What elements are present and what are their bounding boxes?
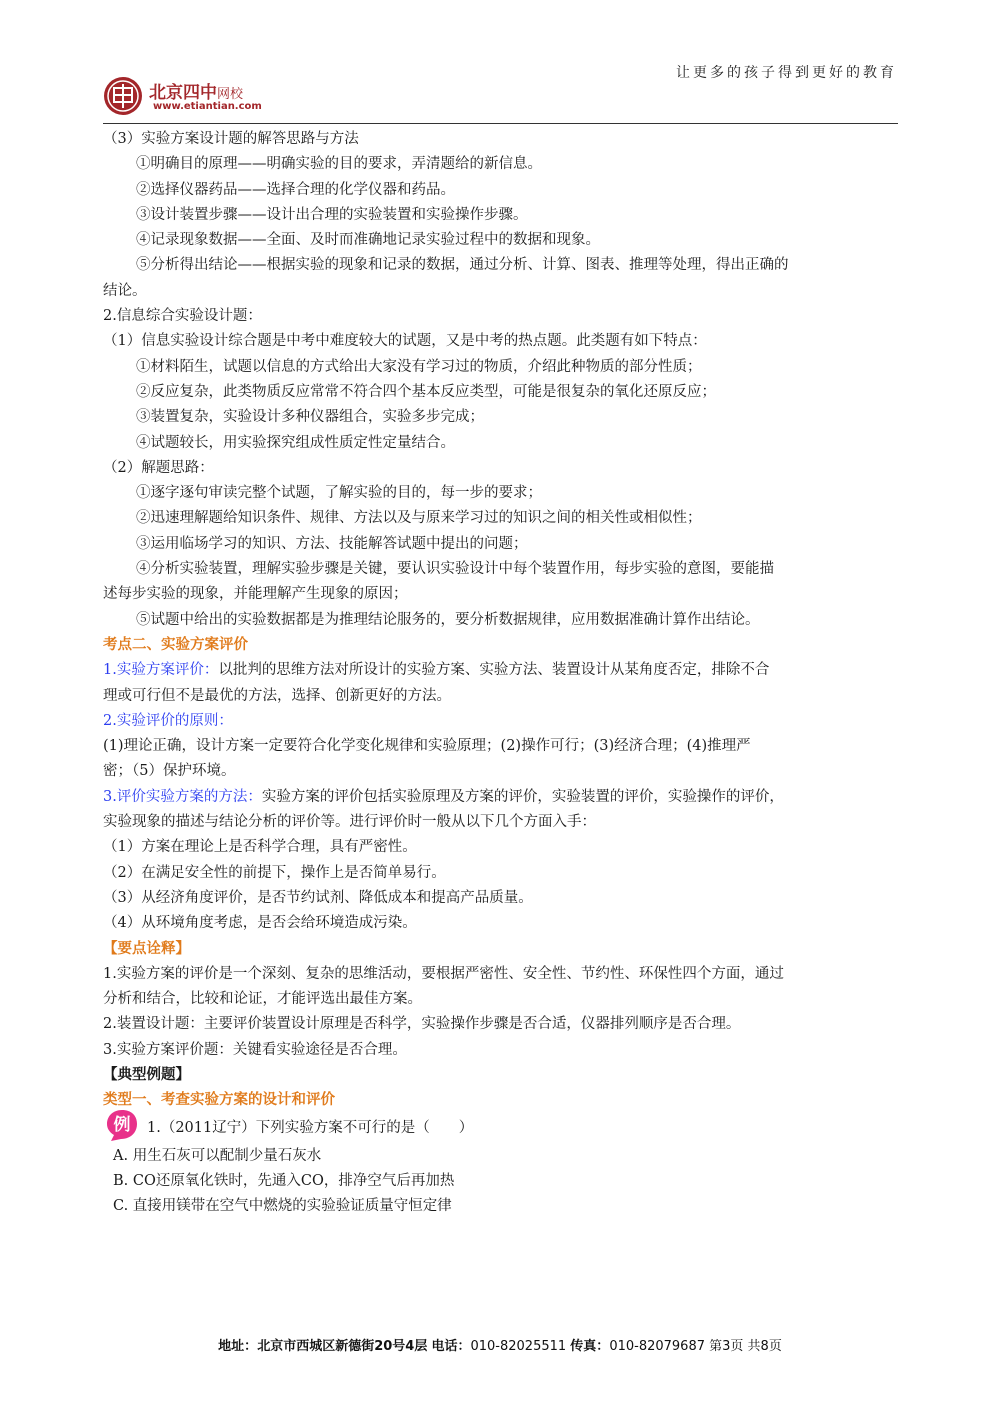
paragraph bbox=[103, 785, 903, 810]
answer-option: A. 用生石灰可以配制少量石灰水 bbox=[113, 1147, 322, 1164]
paragraph: 1.实验方案的评价是一个深刻、复杂的思维活动，要根据严密性、安全性、节约性、环保性四个方面，通过 bbox=[103, 965, 784, 982]
address-label: 地址： bbox=[218, 1339, 258, 1354]
header-slogan: 让更多的孩子得到更好的教育 bbox=[676, 65, 897, 81]
logo-emblem-icon bbox=[103, 76, 143, 116]
list-item: ④分析实验装置，理解实验步骤是关键，要认识实验设计中每个装置作用，每步实验的意图，要能描 bbox=[136, 561, 774, 578]
document-body bbox=[103, 127, 903, 1219]
term-label: 1.实验方案评价： bbox=[103, 662, 219, 679]
list-item: ②反应复杂，此类物质反应常常不符合四个基本反应类型，可能是很复杂的氧化还原反应； bbox=[136, 383, 716, 400]
paragraph-continuation: 实验现象的描述与结论分析的评价等。进行评价时一般从以下几个方面入手： bbox=[103, 814, 596, 831]
page-footer bbox=[0, 1335, 1000, 1354]
list-item: ③运用临场学习的知识、方法、技能解答试题中提出的问题； bbox=[136, 535, 528, 552]
answer-option: C. 直接用镁带在空气中燃烧的实验验证质量守恒定律 bbox=[113, 1198, 452, 1215]
header-divider bbox=[103, 123, 898, 124]
list-item: （1）方案在理论上是否科学合理，具有严密性。 bbox=[103, 839, 417, 856]
list-item: （4）从环境角度考虑，是否会给环境造成污染。 bbox=[103, 915, 417, 932]
fax-value: 010-82079687 bbox=[609, 1339, 705, 1354]
paragraph-continuation: 密；（5）保护环境。 bbox=[103, 763, 236, 780]
list-item-continuation: 结论。 bbox=[103, 282, 147, 299]
page-header bbox=[0, 0, 1000, 130]
examples-title: 【典型例题】 bbox=[103, 1066, 190, 1083]
paragraph: (1)理论正确，设计方案一定要符合化学变化规律和实验原理；(2)操作可行；(3)经济合理；(4)推理严 bbox=[103, 738, 751, 755]
paragraph-text: 以批判的思维方法对所设计的实验方案、实验方法、装置设计从某角度否定，排除不合 bbox=[218, 662, 770, 679]
phone-label: 电话： bbox=[431, 1339, 471, 1354]
list-item: ③装置复杂，实验设计多种仪器组合，实验多步完成； bbox=[136, 409, 484, 426]
term-label: 3.评价实验方案的方法： bbox=[103, 788, 262, 805]
example-badge-char: 例 bbox=[113, 1114, 131, 1135]
subsection-heading: （1）信息实验设计综合题是中考中难度较大的试题，又是中考的热点题。此类题有如下特点： bbox=[103, 333, 707, 350]
paragraph-continuation: 分析和结合，比较和论证，才能评选出最佳方案。 bbox=[103, 991, 422, 1008]
section-heading: 2.信息综合实验设计题： bbox=[103, 308, 262, 325]
list-item: ②选择仪器药品——选择合理的化学仪器和药品。 bbox=[136, 181, 455, 198]
key-points-title: 【要点诠释】 bbox=[103, 940, 190, 957]
logo-suffix: 网校 bbox=[217, 87, 244, 102]
list-item: ①材料陌生，试题以信息的方式给出大家没有学习过的物质，介绍此种物质的部分性质； bbox=[136, 358, 702, 375]
list-item: ⑤试题中给出的实验数据都是为推理结论服务的，要分析数据规律，应用数据准确计算作出结论。 bbox=[136, 611, 760, 628]
logo-url: www.etiantian.com bbox=[153, 101, 262, 112]
phone-value: 010-82025511 bbox=[470, 1339, 567, 1354]
paragraph-continuation: 理或可行但不是最优的方法，选择、创新更好的方法。 bbox=[103, 687, 451, 704]
topic-title: 考点二、实验方案评价 bbox=[103, 636, 248, 653]
paragraph-text: 实验方案的评价包括实验原理及方案的评价，实验装置的评价，实验操作的评价， bbox=[261, 788, 784, 805]
page-total: 共8页 bbox=[747, 1339, 782, 1354]
list-item: ③设计装置步骤——设计出合理的实验装置和实验操作步骤。 bbox=[136, 206, 528, 223]
logo-name: 北京四中 bbox=[149, 83, 217, 103]
section-heading: （3）实验方案设计题的解答思路与方法 bbox=[103, 131, 359, 147]
fax-label: 传真： bbox=[570, 1339, 610, 1354]
list-item: ②迅速理解题给知识条件、规律、方法以及与原来学习过的知识之间的相关性或相似性； bbox=[136, 510, 702, 527]
subsection-heading: （2）解题思路： bbox=[103, 459, 214, 476]
address-value: 北京市西城区新德街20号4层 bbox=[257, 1339, 428, 1354]
example-badge-icon bbox=[105, 1108, 139, 1142]
list-item: ①逐字逐句审读完整个试题，了解实验的目的，每一步的要求； bbox=[136, 485, 542, 502]
page-number: 第3页 bbox=[709, 1339, 744, 1354]
list-item: ⑤分析得出结论——根据实验的现象和记录的数据，通过分析、计算、图表、推理等处理，得出正确的 bbox=[136, 257, 789, 274]
example-question-row bbox=[103, 1114, 903, 1144]
paragraph: 3.实验方案评价题：关键看实验途径是否合理。 bbox=[103, 1041, 407, 1058]
list-item: ④记录现象数据——全面、及时而准确地记录实验过程中的数据和现象。 bbox=[136, 232, 600, 249]
list-item: ④试题较长，用实验探究组成性质定性定量结合。 bbox=[136, 434, 455, 451]
paragraph bbox=[103, 658, 903, 683]
term-label: 2.实验评价的原则： bbox=[103, 712, 233, 729]
list-item-continuation: 述每步实验的现象，并能理解产生现象的原因； bbox=[103, 586, 408, 603]
paragraph: 2.装置设计题：主要评价装置设计原理是否科学，实验操作步骤是否合适，仪器排列顺序是否合理。 bbox=[103, 1016, 741, 1033]
example-type-title: 类型一、考查实验方案的设计和评价 bbox=[103, 1092, 335, 1109]
list-item: ①明确目的原理——明确实验的目的要求，弄清题给的新信息。 bbox=[136, 156, 542, 173]
school-logo[interactable] bbox=[103, 76, 303, 120]
answer-option: B. CO还原氧化铁时，先通入CO，排净空气后再加热 bbox=[113, 1172, 455, 1189]
list-item: （3）从经济角度评价，是否节约试剂、降低成本和提高产品质量。 bbox=[103, 889, 533, 906]
logo-text bbox=[149, 78, 243, 103]
example-question: 1.（2011辽宁）下列实验方案不可行的是（ ） bbox=[147, 1119, 474, 1136]
list-item: （2）在满足安全性的前提下，操作上是否简单易行。 bbox=[103, 864, 446, 881]
